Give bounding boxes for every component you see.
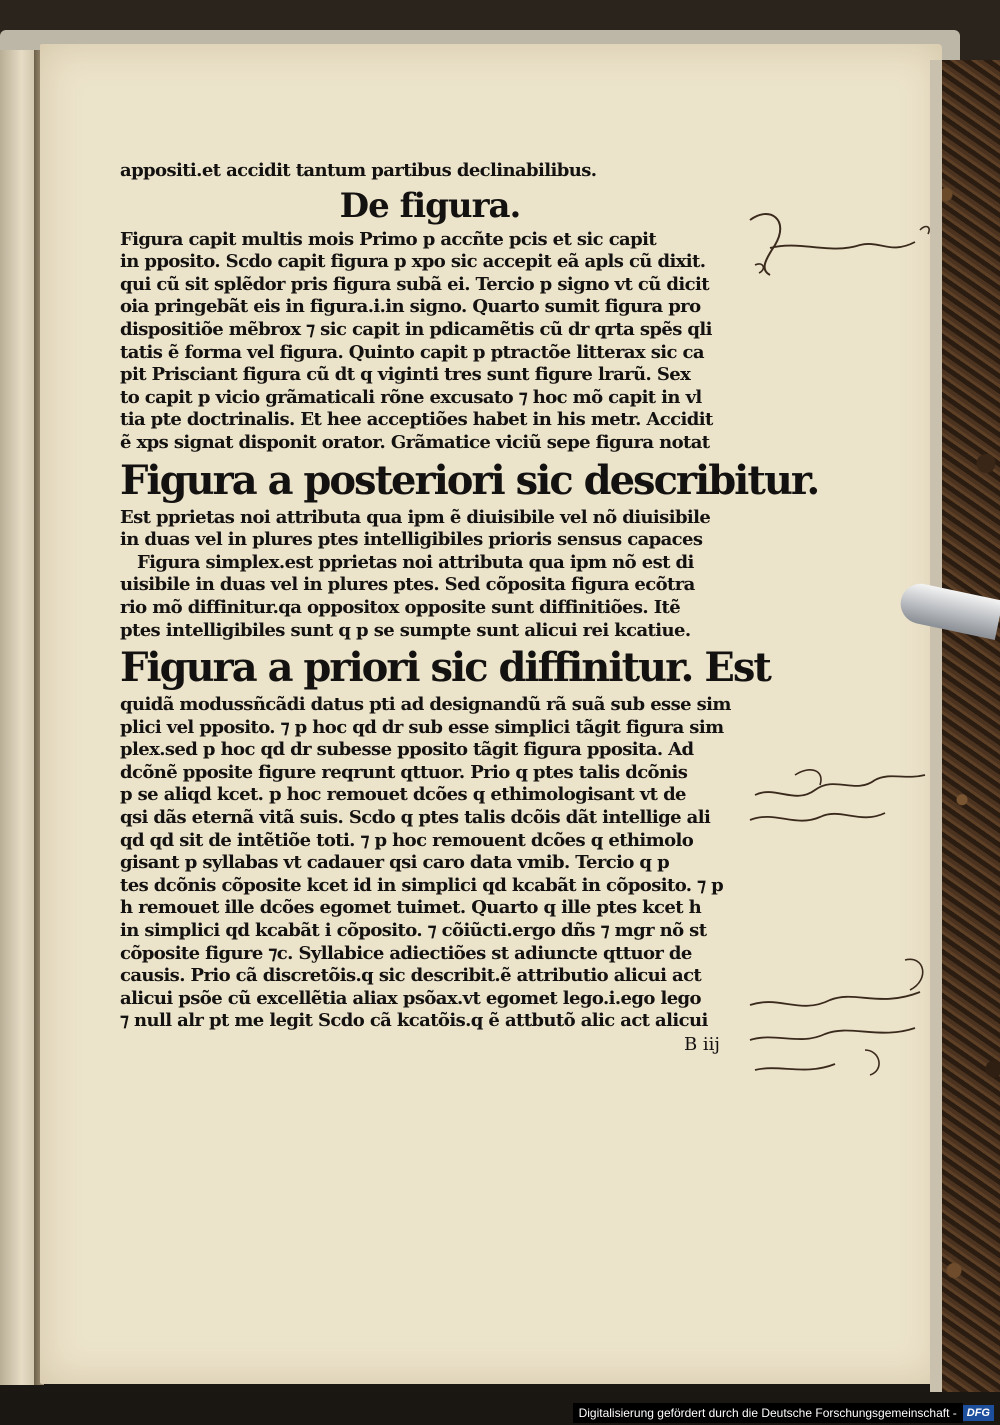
heading-de-figura: De figura. [339, 185, 521, 226]
text-line: alicui psõe cũ excellẽtia aliax psõax.vt egomet lego.i.ego lego [120, 987, 701, 1009]
text-line: appositi.et accidit tantum partibus declinabilibus. [120, 160, 597, 181]
text-line: uisibile in duas vel in plures ptes. Sed cõposita figura ecõtra [120, 574, 695, 596]
dfg-logo: DFG [963, 1405, 994, 1421]
text-line: dcõnẽ pposite figure reqrunt qttuor. Prio q ptes talis dcõnis [120, 761, 688, 783]
paragraph-3 [120, 694, 740, 1033]
text-line: Figura simplex.est pprietas noi attributa qua ipm nõ est di [120, 551, 694, 573]
marginal-note-1 [740, 200, 940, 290]
text-line: pit Prisciant figura cũ dt q viginti tres sunt figure lrarũ. Sex [120, 364, 691, 386]
printed-text-block [120, 160, 819, 1057]
signature-mark: B iij [683, 1034, 720, 1055]
text-line: ẽ xps signat disponit orator. Grãmatice viciũ sepe figura notat [120, 431, 710, 453]
footer-credit: Digitalisierung gefördert durch die Deutsche Forschungsgemeinschaft - [573, 1403, 963, 1423]
text-line: plex.sed p hoc qd dr subesse pposito tãgit figura pposita. Ad [120, 739, 694, 761]
heading-figura-a-priori: Figura a priori sic diffinitur. Est [120, 644, 770, 692]
previous-page-edge [0, 50, 36, 1385]
text-line: rio mõ diffinitur.qa oppositox opposite sunt diffinitiões. Itẽ [120, 596, 681, 618]
text-line: ptes intelligibiles sunt q p se sumpte sunt alicui rei kcatiue. [120, 619, 691, 641]
text-line: Figura capit multis mois Primo p accñte pcis et sic capit [120, 228, 657, 250]
text-line: causis. Prio cã discretõis.q sic describit.ẽ attributio alicui act [120, 965, 702, 987]
text-line: plici vel pposito. ⁊ p hoc qd dr sub esse simplici tãgit figura sim [120, 716, 724, 738]
text-line: cõposite figure ⁊c. Syllabice adiectiões st adiuncte qttuor de [120, 942, 692, 964]
paragraph-2 [120, 507, 740, 643]
text-line: tia pte doctrinalis. Et hee acceptiões habet in his metr. Accidit [120, 409, 713, 431]
text-line: oia pringebãt eis in figura.i.in signo. Quarto sumit figura pro [120, 296, 701, 318]
text-line: qui cũ sit splẽdor pris figura subã ei. Tercio p signo vt cũ dicit [120, 273, 709, 295]
text-line: tatis ẽ forma vel figura. Quinto capit p ptractõe litterax sic ca [120, 341, 704, 363]
text-line: qsi dãs eternã vitã suis. Scdo q ptes talis dcõis dãt intellige ali [120, 807, 711, 829]
text-line: dispositiõe mẽbrox ⁊ sic capit in pdicamẽtis cũ dr qrta spẽs qli [120, 318, 712, 340]
text-line: in duas vel in plures ptes intelligibiles prioris sensus capaces [120, 529, 703, 551]
text-line: tes dcõnis cõposite kcet id in simplici qd kcabãt in cõposito. ⁊ p [120, 874, 724, 896]
marginal-note-2 [745, 765, 945, 845]
heading-figura-a-posteriori: Figura a posteriori sic describitur. [120, 456, 819, 504]
text-line: ⁊ null alr pt me legit Scdo cã kcatõis.q ẽ attbutõ alic act alicui [120, 1010, 708, 1032]
text-line: to capit p vicio grãmaticali rõne excusato ⁊ hoc mõ capit in vl [120, 386, 702, 408]
text-line: in simplici qd kcabãt i cõposito. ⁊ cõiũcti.ergo dñs ⁊ mgr nõ st [120, 920, 707, 942]
text-line: Est pprietas noi attributa qua ipm ẽ diuisibile vel nõ diuisibile [120, 506, 711, 528]
text-line: p se aliqd kcet. p hoc remouet dcões q ethimologisant vt de [120, 784, 686, 806]
text-line: in pposito. Scdo capit figura p xpo sic accepit eã apls cũ dixit. [120, 251, 706, 273]
digitization-footer [0, 1400, 1000, 1425]
text-line: qd qd sit de intẽtiõe toti. ⁊ p hoc remouent dcões q ethimolo [120, 829, 694, 851]
text-line: gisant p syllabas vt cadauer qsi caro data vmib. Tercio q p [120, 852, 670, 874]
marginal-note-3 [745, 950, 945, 1080]
text-line: quidã modussñcãdi datus pti ad designandũ rã suã sub esse sim [120, 694, 731, 716]
paragraph-1 [120, 229, 740, 455]
text-line: h remouet ille dcões egomet tuimet. Quarto q ille ptes kcet h [120, 897, 702, 919]
